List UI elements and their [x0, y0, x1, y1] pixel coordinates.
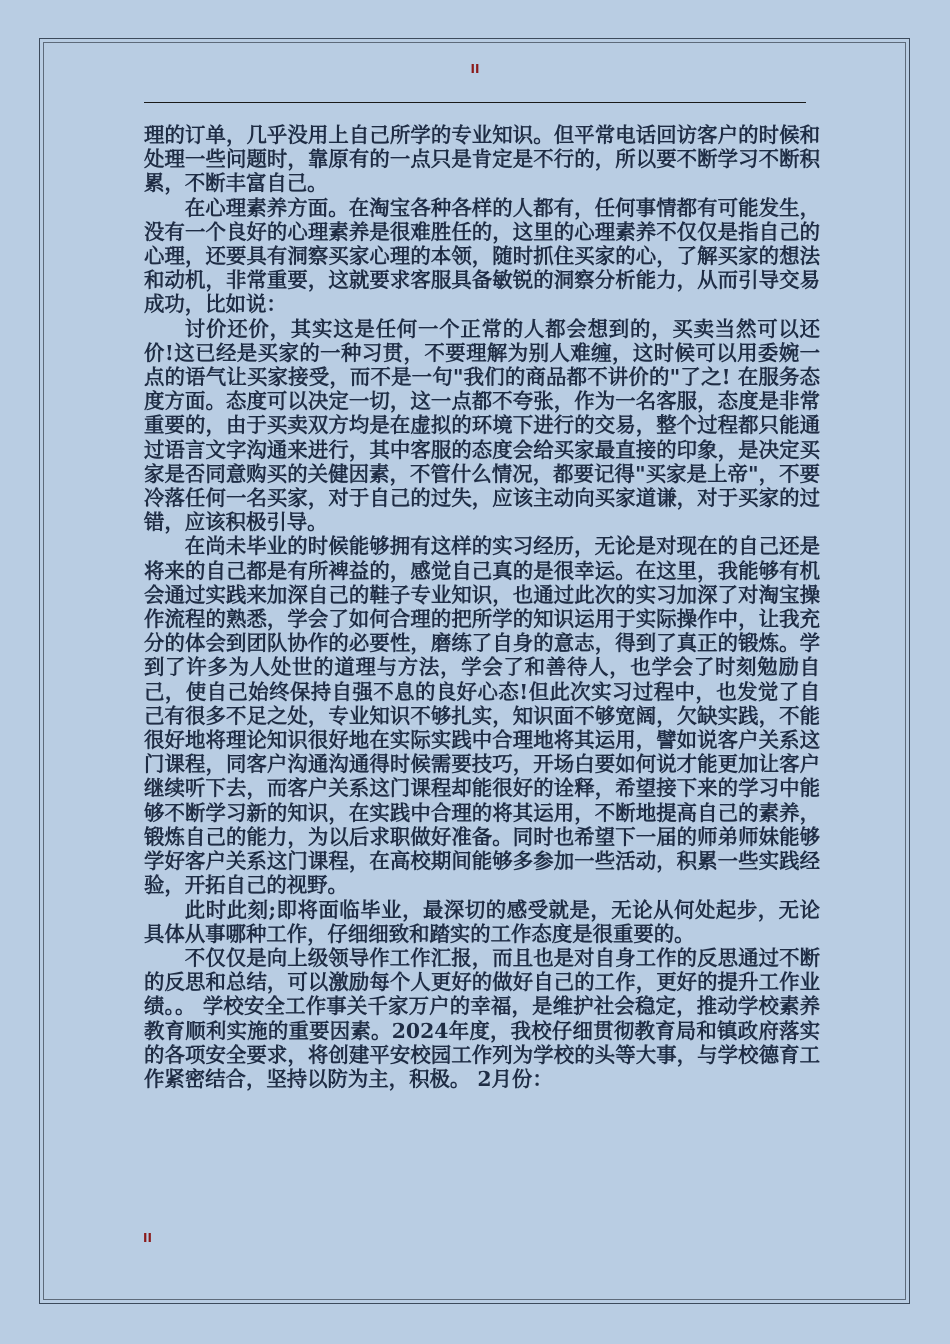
paragraph-psychology: 在心理素养方面。在淘宝各种各样的人都有，任何事情都有可能发生，没有一个良好的心理素养是很难胜任的，这里的心理素养不仅仅是指自己的心理，还要具有洞察买家心理的本领，随时抓住买家的心，了解买家的想法和动机，非常重要，这就要求客服具备敏锐的洞察分析能力，从而引导交易成功，比如说：	[144, 195, 820, 317]
document-body	[144, 123, 820, 1091]
paragraph-bargaining: 讨价还价，其实这是任何一个正常的人都会想到的，买卖当然可以还价!这已经是买家的一种习贯，不要理解为别人难缠，这时候可以用委婉一点的语气让买家接受，而不是一句"我们的商品都不讲价的"了之! 在服务态度方面。态度可以决定一切，这一点都不夸张，作为一名客服，态度是非常重要的，由于买卖双方均是在虚拟的环境下进行的交易，整个过程都只能通过语言文字沟通来进行，其中客服的态度会给买家最直接的印象，是决定买家是否同意购买的关健因素，不管什么情况，都要记得"买家是上帝"，不要冷落任何一名买家，对于自己的过失，应该主动向买家道谦，对于买家的过错，应该积极引导。	[144, 316, 820, 535]
paragraph-graduation: 此时此刻;即将面临毕业，最深切的感受就是，无论从何处起步，无论具体从事哪种工作，仔细细致和踏实的工作态度是很重要的。	[144, 897, 820, 946]
header-page-mark: II	[470, 62, 480, 76]
footer-page-mark: II	[143, 1231, 152, 1245]
paragraph-internship-reflection: 在尚未毕业的时候能够拥有这样的实习经历，无论是对现在的自己还是将来的自己都是有所裨益的，感觉自己真的是很幸运。在这里，我能够有机会通过实践来加深自己的鞋子专业知识，也通过此次的实习加深了对淘宝操作流程的熟悉，学会了如何合理的把所学的知识运用于实际操作中，让我充分的体会到团队协作的必要性，磨练了自身的意志，得到了真正的锻炼。学到了许多为人处世的道理与方法，学会了和善待人，也学会了时刻勉励自己，使自己始终保持自强不息的良好心态!但此次实习过程中，也发觉了自己有很多不足之处，专业知识不够扎实，知识面不够宽阔，欠缺实践，不能很好地将理论知识很好地在实际实践中合理地将其运用，譬如说客户关系这门课程，同客户沟通沟通得时候需要技巧，开场白要如何说才能更加让客户继续听下去，而客户关系这门课程却能很好的诠释，希望接下来的学习中能够不断学习新的知识，在实践中合理的将其运用，不断地提高自己的素养，锻炼自己的能力，为以后求职做好准备。同时也希望下一届的师弟师妹能够学好客户关系这门课程，在高校期间能够多参加一些活动，积累一些实践经验，开拓自己的视野。	[144, 534, 820, 898]
paragraph-work-report: 不仅仅是向上级领导作工作汇报，而且也是对自身工作的反思通过不断的反思和总结，可以激励每个人更好的做好自己的工作，更好的提升工作业绩。。 学校安全工作事关千家万户的幸福，是维护社会稳定，推动学校素养教育顺利实施的重要因素。2024年度，我校仔细贯彻教育局和镇政府落实的各项安全要求，将创建平安校园工作列为学校的头等大事，与学校德育工作紧密结合，坚持以防为主，积极。 2月份：	[144, 945, 820, 1091]
header-rule	[144, 102, 806, 103]
paragraph-continuation: 理的订单，几乎没用上自己所学的专业知识。但平常电话回访客户的时候和处理一些问题时，靠原有的一点只是肯定是不行的，所以要不断学习不断积累，不断丰富自己。	[144, 123, 820, 196]
